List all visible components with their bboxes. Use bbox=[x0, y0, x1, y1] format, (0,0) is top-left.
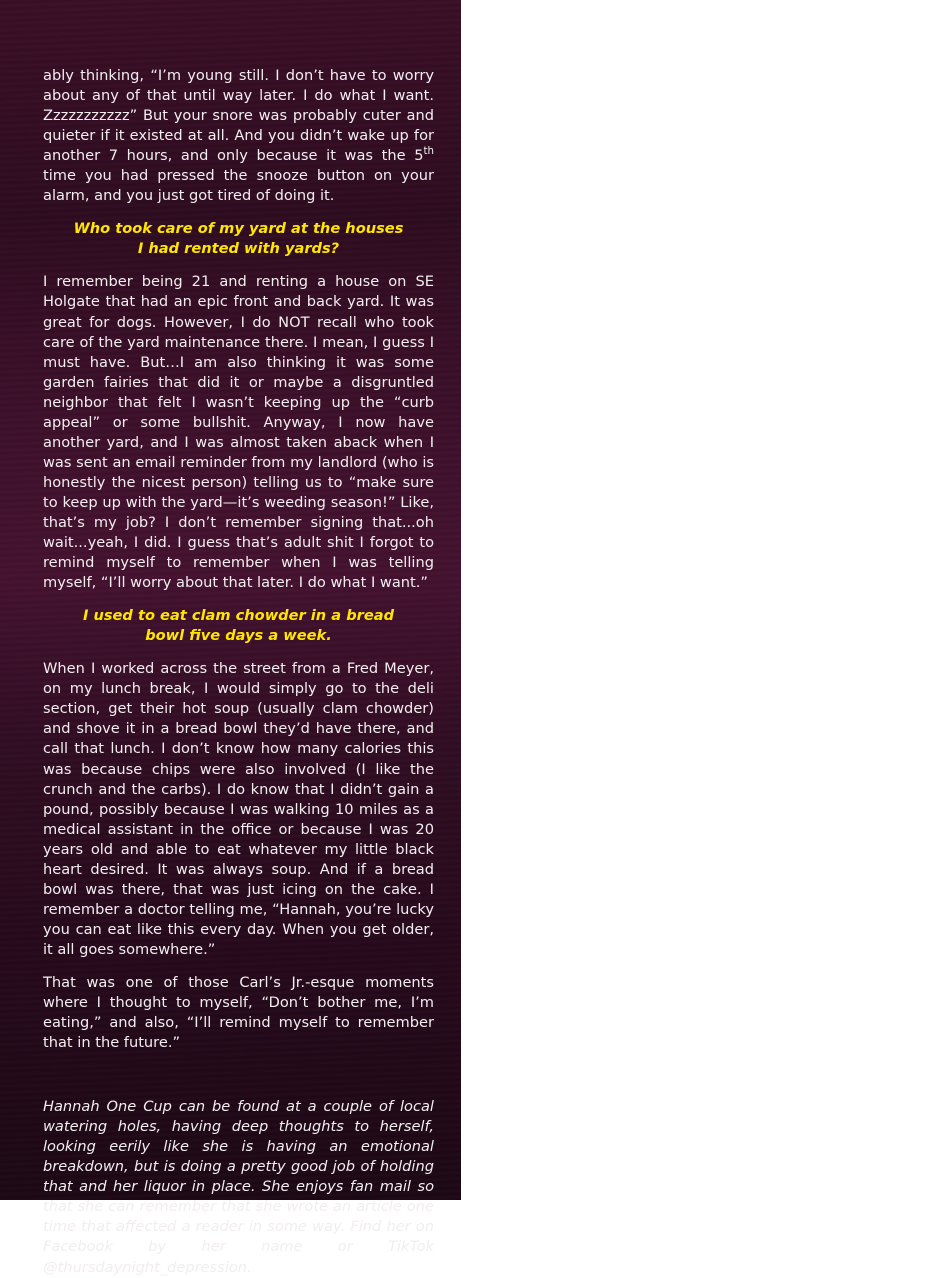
paragraph-snooze-text-a: ably thinking, “I’m young still. I don’t have to worry about any of that until way later. I do what I want. Zzzzzzzzzzz” But your snore was probably cuter and quieter if it existed at all. And you didn’t wake up for another 7 hours, and only because it was the 5 bbox=[43, 67, 434, 165]
heading-yard: Who took care of my yard at the houses I had rented with yards? bbox=[73, 220, 404, 258]
article-column bbox=[0, 0, 461, 1276]
paragraph-snooze-text-b: time you had pressed the snooze button on your alarm, and you just got tired of doing it. bbox=[43, 167, 434, 205]
ordinal-suffix: th bbox=[423, 146, 434, 158]
paragraph-yard: I remember being 21 and renting a house on SE Holgate that had an epic front and back yard. It was great for dogs. However, I do NOT recall who took care of the yard maintenance there. I mean, I guess I must have. But…I am also thinking it was some garden fairies that did it or maybe a disgruntled neighbor that felt I wasn’t keeping up the “curb appeal” or some bullshit. Anyway, I now have another yard, and I was almost taken aback when I was sent an email reminder from my landlord (who is honestly the nicest person) telling us to “make sure to keep up with the yard—it’s weeding season!” Like, that’s my job? I don’t remember signing that...oh wait...yeah, I did. I guess that’s adult shit I forgot to remind myself to remember when I was telling myself, “I’ll worry about that later. I do what I want.” bbox=[43, 273, 434, 592]
paragraph-carls: That was one of those Carl’s Jr.-esque moments where I thought to myself, “Don’t bother me, I’m eating,” and also, “I’ll remind myself to remember that in the future.” bbox=[43, 973, 434, 1052]
author-bio: Hannah One Cup can be found at a couple of local watering holes, having deep thoughts to herself, looking eerily like she is having an emotional breakdown, but is doing a pretty good job of holding that and her liquor in place. She enjoys fan mail so that she can remember that she wrote an article one time that affected a reader in some way. Find her on Facebook by her name or TikTok @thursdaynight_depression. bbox=[43, 1098, 434, 1276]
heading-chowder: I used to eat clam chowder in a bread bowl five days a week. bbox=[82, 607, 395, 645]
paragraph-chowder: When I worked across the street from a Fred Meyer, on my lunch break, I would simply go to the deli section, get their hot soup (usually clam chowder) and shove it in a bread bowl they’d have there, and call that lunch. I don’t know how many calories this was because chips were also involved (I like the crunch and the carbs). I do know that I didn’t gain a pound, possibly because I was walking 10 miles as a medical assistant in the office or because I was 20 years old and able to eat whatever my little black heart desired. It was always soup. And if a bread bowl was there, that was just icing on the cake. I remember a doctor telling me, “Hannah, you’re lucky you can eat like this every day. When you get older, it all goes somewhere.” bbox=[43, 660, 434, 958]
paragraph-snooze bbox=[43, 66, 434, 206]
